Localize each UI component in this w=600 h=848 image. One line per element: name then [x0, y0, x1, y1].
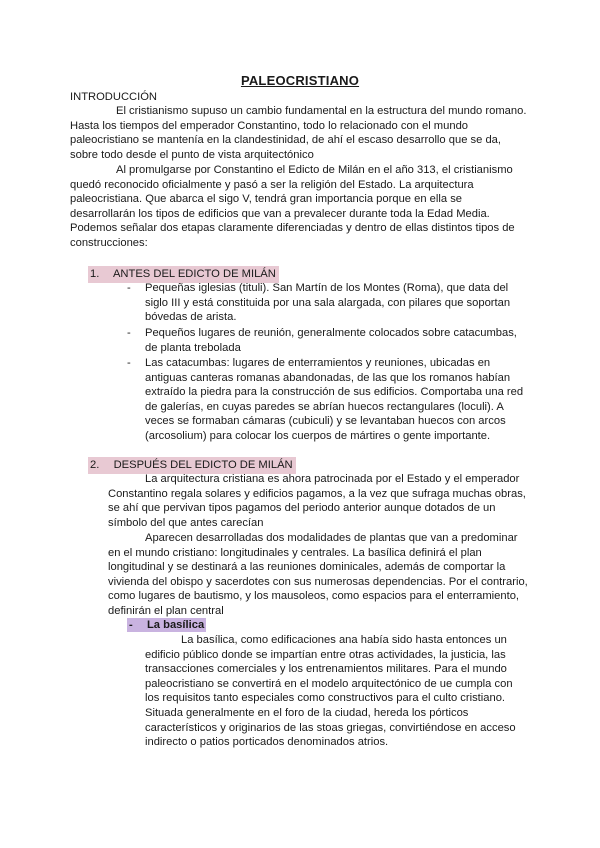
list-item: Pequeñas iglesias (tituli). San Martín de los Montes (Roma), que data del siglo III y está constituida por una sala alargada, con pilares que soportan bóvedas de arista. [145, 282, 511, 324]
intro-paragraph-2: Al promulgarse por Constantino el Edicto de Milán en el año 313, el cristianismo quedó reconocido oficialmente y pasó a ser la religión del Estado. La arquitectura paleocristiana. Que abarca el sigo V, tendrá gran importancia porque en ella se desarrollarán los tipos de edificios que van a prevalecer durante toda la Edad Media. Podemos señalar dos etapas claramente diferenciadas y dentro de ellas distintos tipos de construcciones: [70, 164, 515, 249]
list-bullet: - [127, 327, 131, 339]
section-2-label: DESPUÉS DEL EDICTO DE MILÁN [113, 459, 293, 471]
list-bullet: - [127, 282, 131, 294]
subsection-dash: - [129, 619, 133, 631]
intro-paragraph-1: El cristianismo supuso un cambio fundamental en la estructura del mundo romano. Hasta los tiempos del emperador Constantino, todo lo relacionado con el mundo paleocristiano se mantenía en la clandestinidad, de ahí el escaso desarrollo que se da, sobre todo desde el punto de vista arquitectónico [70, 105, 527, 161]
subsection-label: La basílica [146, 619, 205, 631]
section-1-number: 1. [90, 268, 100, 280]
section-2-paragraph-2: Aparecen desarrolladas dos modalidades de plantas que van a predominar en el mundo cristiano: longitudinales y centrales. La basílica definirá el plan longitudinal y se destinará a las reuniones dominicales, además de comportar la vivienda del obispo y sacerdotes con sus numerosas dependencias. Por el contrario, como lugares de bautismo, y los mausoleos, como espacios para el enterramiento, definirán el plan central [108, 532, 528, 617]
subsection-paragraph: La basílica, como edificaciones ana había sido hasta entonces un edificio público donde se impartían entre otras actividades, la justicia, las transacciones comerciales y los entrenamientos militares. Para el mundo paleocristiano se convertirá en el modelo arquitectónico de ue cumpla con los requisitos tanto especiales como constructivos para el culto cristiano. Situada generalmente en el foro de la ciudad, hereda los pórticos característicos y originarios de las stoas griegas, convirtiéndose en acceso indirecto o patios porticados denominados atrios. [145, 634, 516, 749]
list-bullet: - [127, 357, 131, 369]
intro-heading: INTRODUCCIÓN [70, 91, 158, 103]
subsection-heading [127, 618, 206, 633]
list-item: Pequeños lugares de reunión, generalmente colocados sobre catacumbas, de planta trebolada [145, 327, 517, 354]
list-item: Las catacumbas: lugares de enterramientos y reuniones, ubicadas en antiguas canteras romanas abandonadas, de las que los romanos habían extraído la piedra para la construcción de sus edificios. Comportaba una red de galerías, en cuyas paredes se abrían huecos rectangulares (loculi). A veces se formaban cámaras (cubiculi) y se levantaban huecos con arcos (arcosolium) para colocar los cuerpos de mártires o gente importante. [145, 357, 524, 442]
section-2-paragraph-1: La arquitectura cristiana es ahora patrocinada por el Estado y el emperador Constantino regala solares y edificios pagamos, a la vez que sufraga muchas obras, se ahí que pervivan tipos pagamos del periodo anterior aunque dotados de un símbolo del que antes carecían [108, 473, 526, 529]
section-1-label: ANTES DEL EDICTO DE MILÁN [112, 268, 276, 280]
page-title: PALEOCRISTIANO [240, 73, 360, 88]
section-2-number: 2. [90, 459, 100, 471]
